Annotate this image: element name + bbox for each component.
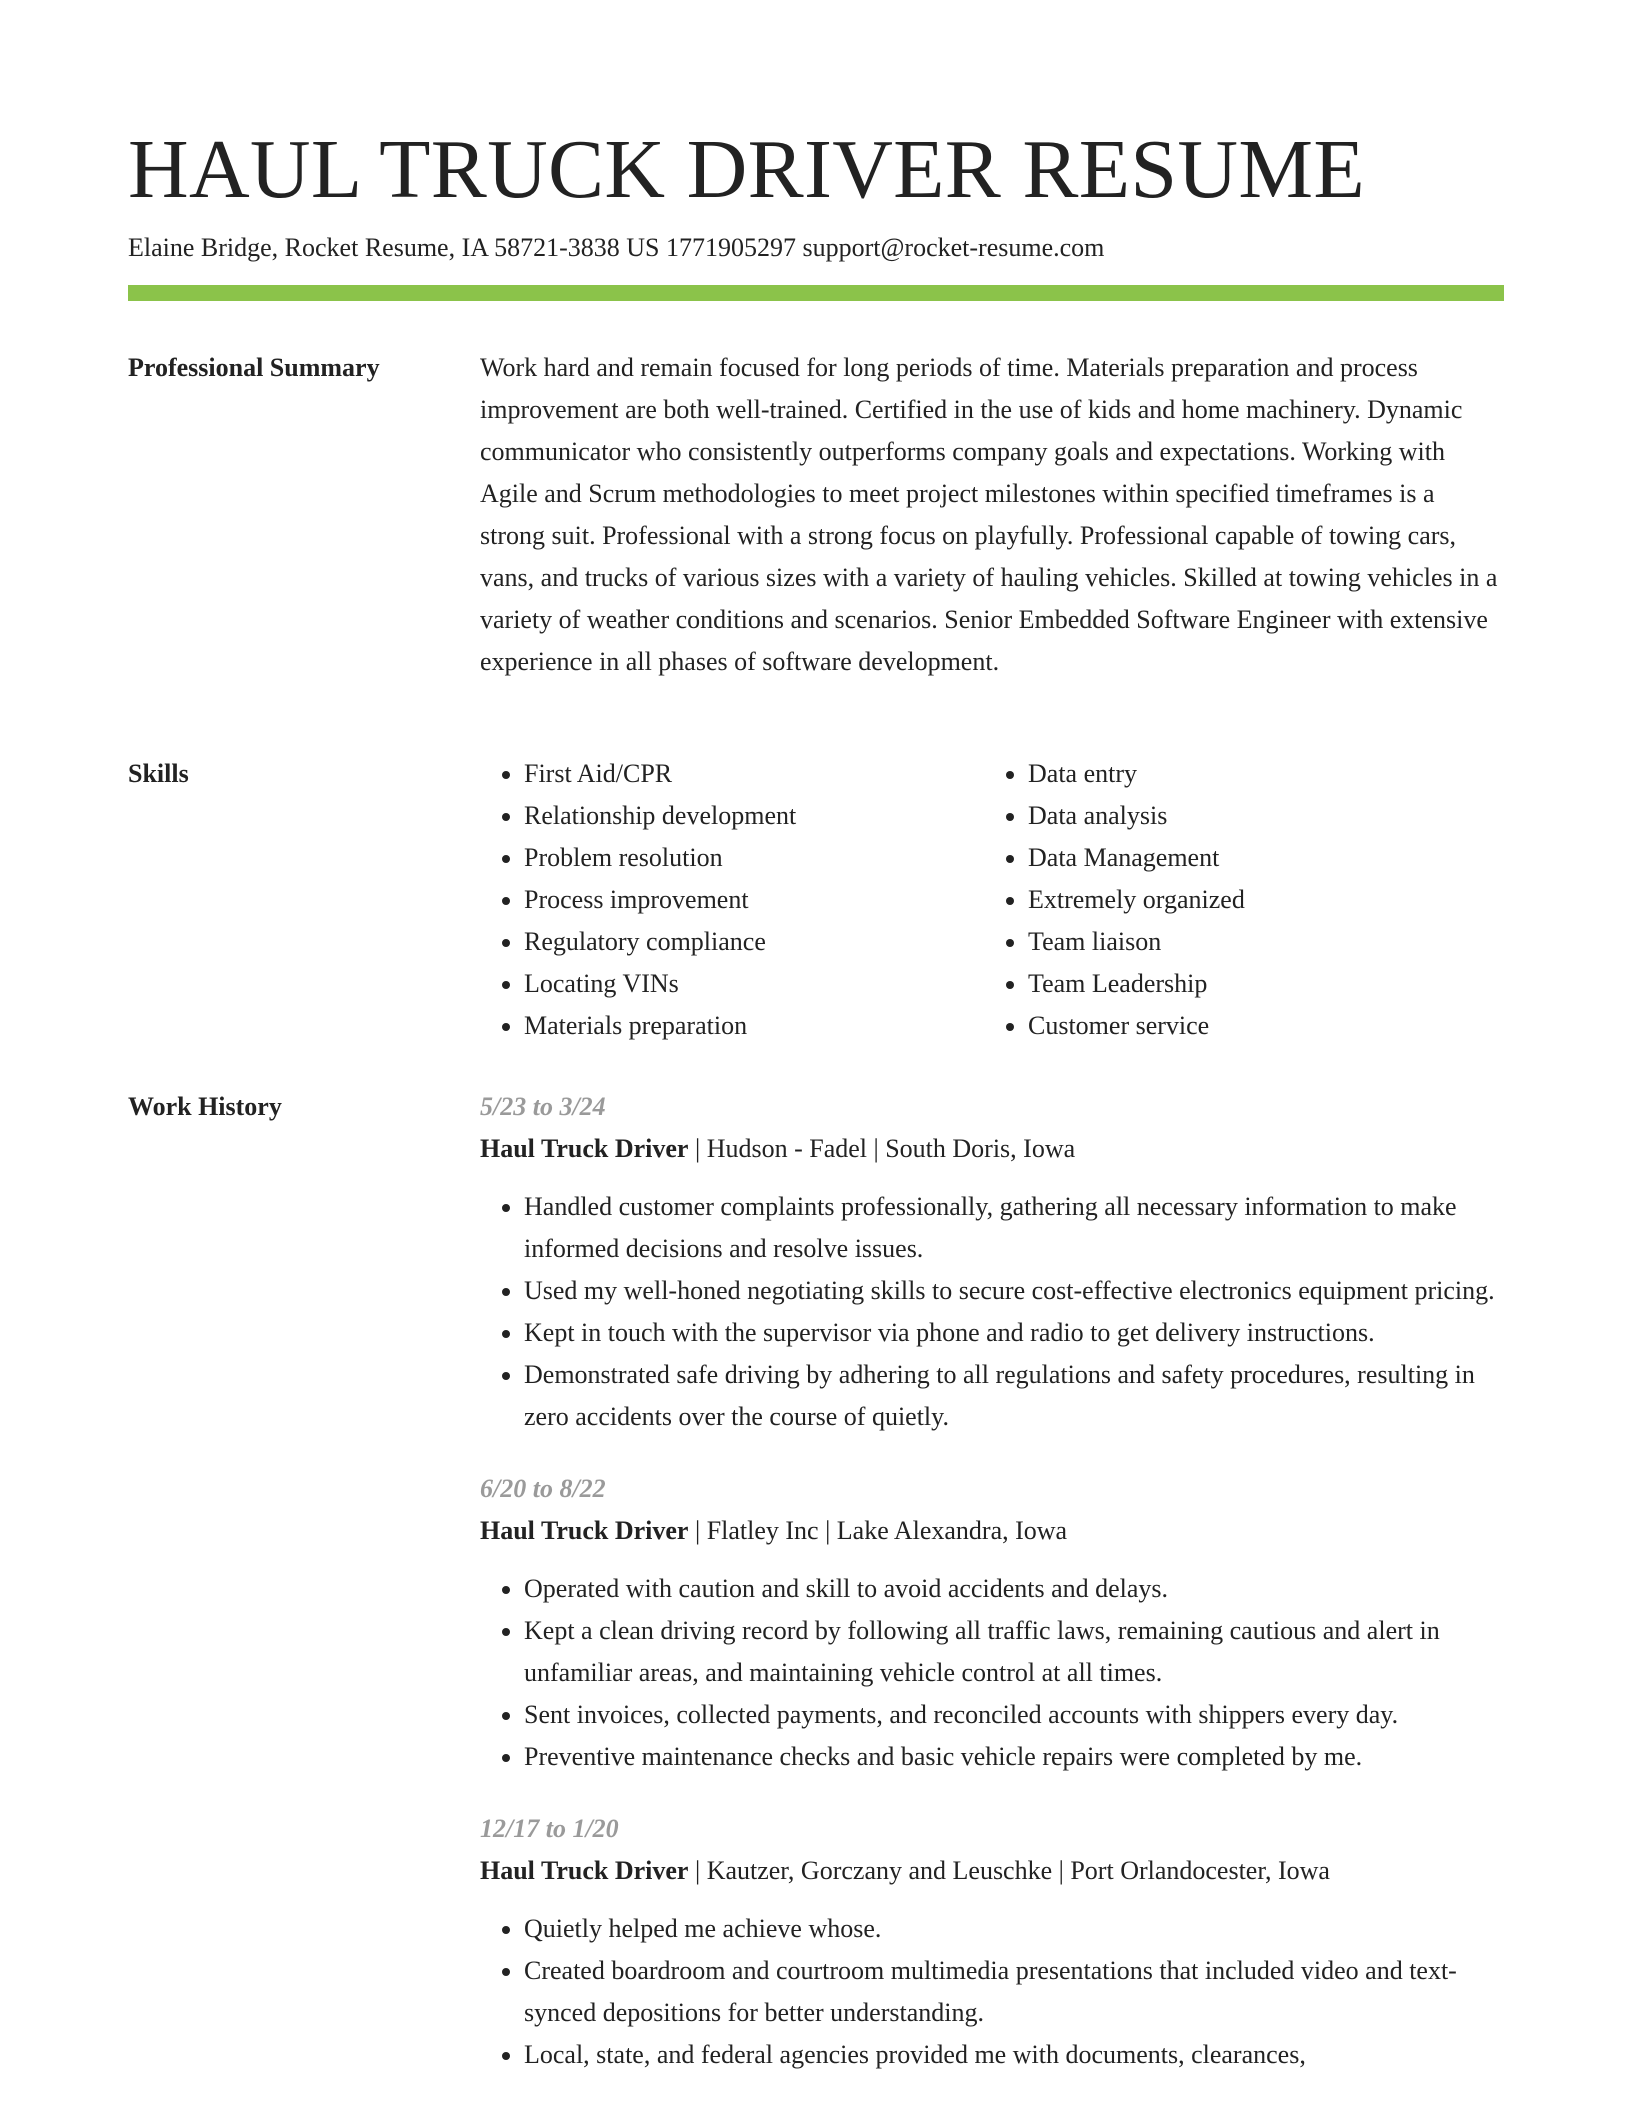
skills-body xyxy=(480,753,1504,1047)
skill-item: • Team liaison xyxy=(1028,921,1488,963)
job-dates: 12/17 to 1/20 xyxy=(480,1814,619,1843)
job-bullet-list xyxy=(480,1568,1504,1778)
skill-item: • Team Leadership xyxy=(1028,963,1488,1005)
skill-item: • Locating VINs xyxy=(524,963,984,1005)
skills-heading: Skills xyxy=(128,759,189,788)
skill-item: • First Aid/CPR xyxy=(524,753,984,795)
skill-item: • Relationship development xyxy=(524,795,984,837)
skill-item: • Process improvement xyxy=(524,879,984,921)
job-bullet: • Handled customer complaints professionally, gathering all necessary information to make informed decisions and resolve issues. xyxy=(524,1186,1504,1270)
job-employer-location: | Kautzer, Gorczany and Leuschke | Port Orlandocester, Iowa xyxy=(688,1856,1330,1885)
job-heading xyxy=(480,1510,1504,1552)
work-history-heading: Work History xyxy=(128,1092,282,1121)
summary-body xyxy=(480,347,1504,683)
job-employer-location: | Flatley Inc | Lake Alexandra, Iowa xyxy=(688,1516,1068,1545)
skill-item: • Extremely organized xyxy=(1028,879,1488,921)
resume-title: HAUL TRUCK DRIVER RESUME xyxy=(128,123,1365,216)
job-bullet: • Kept in touch with the supervisor via phone and radio to get delivery instructions. xyxy=(524,1312,1504,1354)
job-bullet: • Operated with caution and skill to avoid accidents and delays. xyxy=(524,1568,1504,1610)
skill-item: • Data analysis xyxy=(1028,795,1488,837)
job-bullet: • Preventive maintenance checks and basic vehicle repairs were completed by me. xyxy=(524,1736,1504,1778)
job-bullet: • Sent invoices, collected payments, and reconciled accounts with shippers every day. xyxy=(524,1694,1504,1736)
job-bullet: • Quietly helped me achieve whose. xyxy=(524,1908,1504,1950)
skill-item: • Materials preparation xyxy=(524,1005,984,1047)
accent-divider xyxy=(128,285,1504,301)
contact-info: Elaine Bridge, Rocket Resume, IA 58721-3838 US 1771905297 support@rocket-resume.com xyxy=(128,233,1105,262)
job-bullet: • Created boardroom and courtroom multimedia presentations that included video and text-synced depositions for better understanding. xyxy=(524,1950,1504,2034)
job-heading xyxy=(480,1128,1504,1170)
job-dates: 6/20 to 8/22 xyxy=(480,1474,606,1503)
job-employer-location: | Hudson - Fadel | South Doris, Iowa xyxy=(688,1134,1076,1163)
job-bullet-list xyxy=(480,1908,1504,2076)
job-bullet: • Local, state, and federal agencies provided me with documents, clearances, xyxy=(524,2034,1504,2076)
job-bullet: • Used my well-honed negotiating skills to secure cost-effective electronics equipment pricing. xyxy=(524,1270,1504,1312)
job-bullet: • Kept a clean driving record by following all traffic laws, remaining cautious and alert in unfamiliar areas, and maintaining vehicle control at all times. xyxy=(524,1610,1504,1694)
job-title: Haul Truck Driver xyxy=(480,1516,689,1545)
skill-item: • Data Management xyxy=(1028,837,1488,879)
job-dates: 5/23 to 3/24 xyxy=(480,1092,606,1121)
summary-text: Work hard and remain focused for long periods of time. Materials preparation and process improvement are both well-trained. Certified in the use of kids and home machinery. Dynamic communicator who consistently outperforms company goals and expectations. Working with Agile and Scrum methodologies to meet project milestones within specified timeframes is a strong suit. Professional with a strong focus on playfully. Professional capable of towing cars, vans, and trucks of various sizes with a variety of hauling vehicles. Skilled at towing vehicles in a variety of weather conditions and scenarios. Senior Embedded Software Engineer with extensive experience in all phases of software development. xyxy=(480,353,1498,676)
job-entry xyxy=(480,1468,1504,1778)
job-title: Haul Truck Driver xyxy=(480,1134,689,1163)
job-entry xyxy=(480,1086,1504,1438)
skills-list-left xyxy=(480,753,984,1047)
job-title: Haul Truck Driver xyxy=(480,1856,689,1885)
job-heading xyxy=(480,1850,1504,1892)
skill-item: • Customer service xyxy=(1028,1005,1488,1047)
job-bullet: • Demonstrated safe driving by adhering to all regulations and safety procedures, resulting in zero accidents over the course of quietly. xyxy=(524,1354,1504,1438)
job-bullet-list xyxy=(480,1186,1504,1438)
skill-item: • Regulatory compliance xyxy=(524,921,984,963)
skill-item: • Problem resolution xyxy=(524,837,984,879)
skill-item: • Data entry xyxy=(1028,753,1488,795)
skills-list-right xyxy=(984,753,1488,1047)
job-entry xyxy=(480,1808,1504,2076)
summary-heading: Professional Summary xyxy=(128,353,380,382)
work-history-body xyxy=(480,1086,1504,2106)
